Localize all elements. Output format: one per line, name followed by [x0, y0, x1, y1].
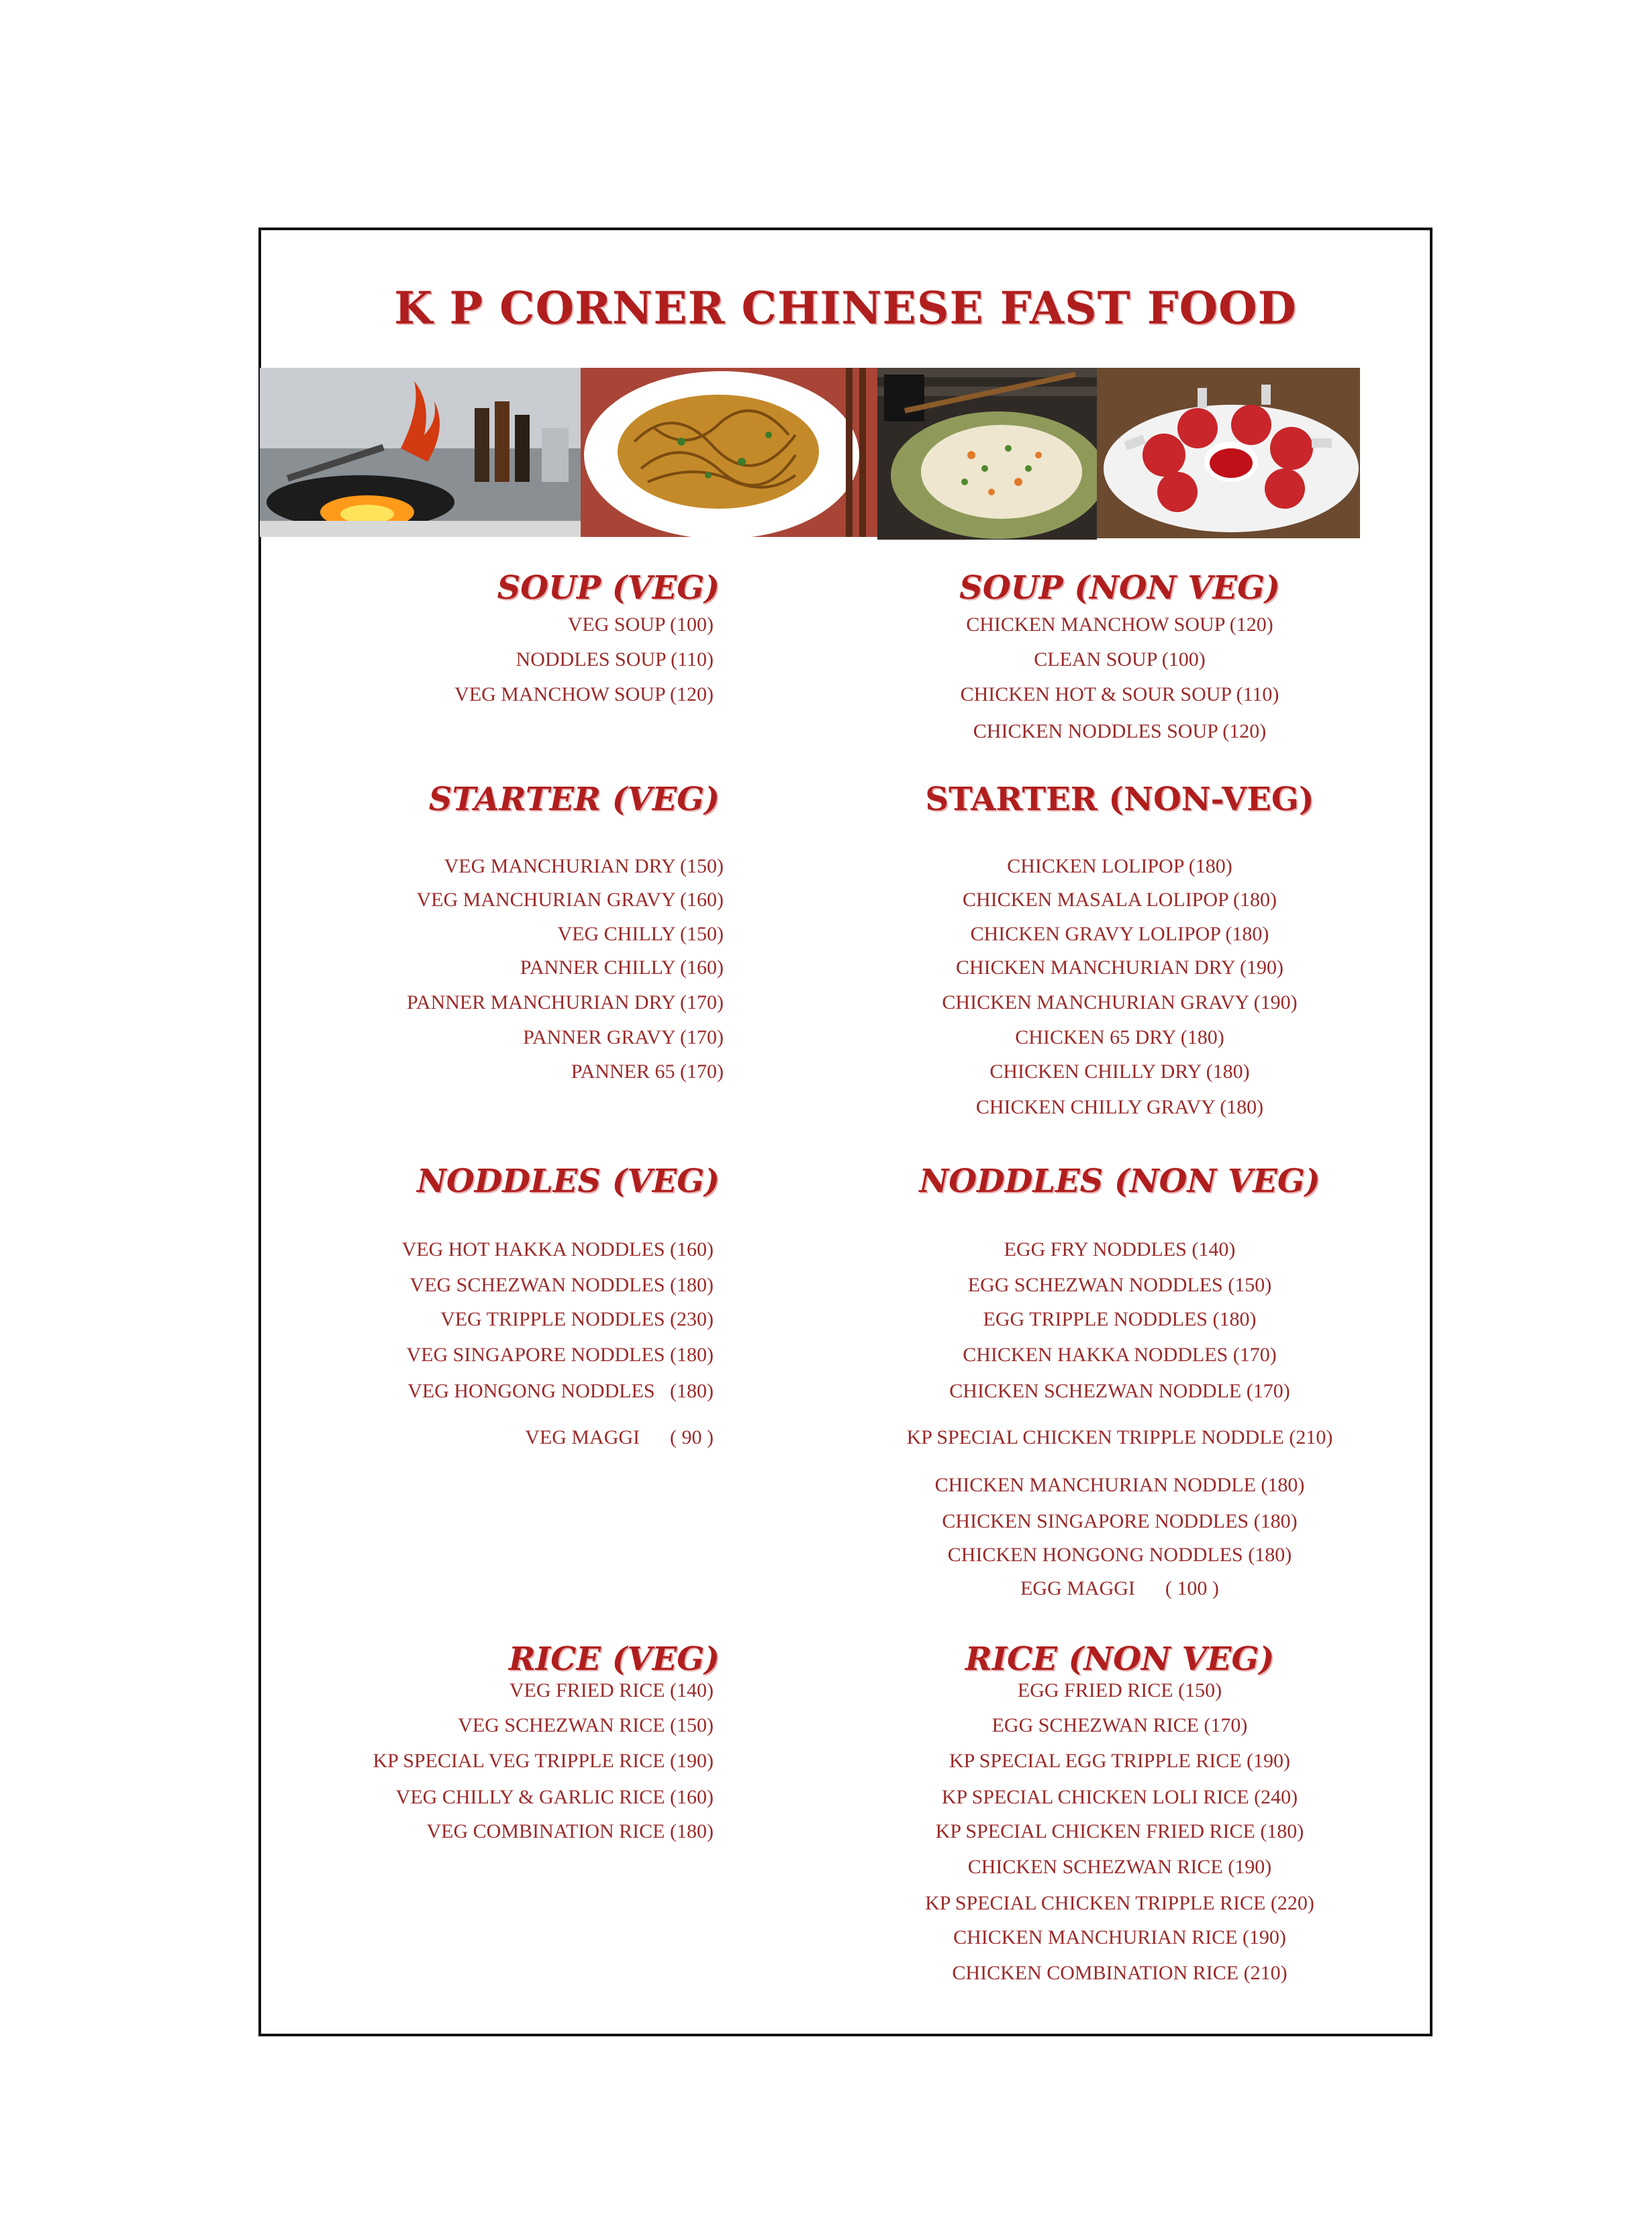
list-item: VEG COMBINATION RICE (180): [426, 1820, 714, 1842]
starter-nonveg-heading: STARTER (NON-VEG): [925, 781, 1314, 818]
list-item: VEG MAGGI ( 90 ): [525, 1426, 714, 1448]
list-item: VEG SCHEZWAN NODDLES (180): [409, 1274, 714, 1296]
list-item: CHICKEN MANCHURIAN NODDLE (180): [934, 1474, 1305, 1496]
starter-veg-heading: STARTER (VEG): [428, 781, 720, 818]
noddles-nonveg-heading: NODDLES (NON VEG): [919, 1162, 1320, 1200]
list-item: CHICKEN HAKKA NODDLES (170): [963, 1344, 1277, 1366]
list-item: EGG SCHEZWAN NODDLES (150): [967, 1274, 1272, 1296]
list-item: VEG TRIPPLE NODDLES (230): [440, 1308, 714, 1330]
soup-veg-heading: SOUP (VEG): [497, 569, 720, 607]
wok-flames-photo: [260, 368, 581, 537]
list-item: EGG FRIED RICE (150): [1017, 1679, 1222, 1701]
list-item: VEG HONGONG NODDLES (180): [407, 1380, 714, 1402]
menu-title: K P CORNER CHINESE FAST FOOD: [394, 282, 1297, 334]
list-item: CHICKEN CHILLY DRY (180): [989, 1060, 1250, 1083]
list-item: CHICKEN NODDLES SOUP (120): [973, 720, 1267, 742]
noodles-plate-photo: [581, 368, 877, 537]
list-item: KP SPECIAL CHICKEN LOLI RICE (240): [941, 1786, 1298, 1808]
list-item: VEG MANCHURIAN GRAVY (160): [416, 889, 724, 911]
list-item: VEG FRIED RICE (140): [509, 1679, 714, 1701]
chicken-lollipop-photo: [1097, 368, 1360, 538]
list-item: KP SPECIAL VEG TRIPPLE RICE (190): [373, 1750, 714, 1772]
rice-veg-heading: RICE (VEG): [508, 1640, 720, 1678]
list-item: KP SPECIAL EGG TRIPPLE RICE (190): [949, 1750, 1291, 1772]
list-item: CHICKEN COMBINATION RICE (210): [952, 1962, 1287, 1984]
list-item: KP SPECIAL CHICKEN TRIPPLE NODDLE (210): [906, 1426, 1333, 1448]
list-item: PANNER CHILLY (160): [520, 956, 724, 979]
list-item: VEG CHILLY & GARLIC RICE (160): [395, 1786, 714, 1808]
list-item: PANNER GRAVY (170): [523, 1026, 724, 1048]
list-item: EGG TRIPPLE NODDLES (180): [983, 1308, 1257, 1330]
list-item: KP SPECIAL CHICKEN TRIPPLE RICE (220): [925, 1892, 1314, 1914]
list-item: CHICKEN MANCHOW SOUP (120): [966, 613, 1273, 636]
list-item: CHICKEN HONGONG NODDLES (180): [947, 1544, 1292, 1566]
noddles-veg-heading: NODDLES (VEG): [417, 1162, 720, 1200]
list-item: EGG MAGGI ( 100 ): [1020, 1577, 1219, 1599]
list-item: KP SPECIAL CHICKEN FRIED RICE (180): [935, 1820, 1304, 1842]
rice-nonveg-heading: RICE (NON VEG): [965, 1640, 1275, 1678]
list-item: CHICKEN CHILLY GRAVY (180): [975, 1096, 1264, 1118]
list-item: EGG SCHEZWAN RICE (170): [991, 1714, 1248, 1736]
list-item: VEG MANCHURIAN DRY (150): [444, 855, 724, 877]
soup-nonveg-heading: SOUP (NON VEG): [959, 569, 1280, 607]
fried-rice-photo: [877, 368, 1097, 540]
list-item: CLEAN SOUP (100): [1034, 648, 1206, 671]
list-item: CHICKEN MANCHURIAN GRAVY (190): [942, 991, 1298, 1013]
list-item: CHICKEN MASALA LOLIPOP (180): [962, 889, 1277, 911]
list-item: CHICKEN MANCHURIAN RICE (190): [953, 1926, 1286, 1948]
list-item: VEG HOT HAKKA NODDLES (160): [401, 1238, 714, 1260]
list-item: NODDLES SOUP (110): [516, 648, 714, 671]
list-item: EGG FRY NODDLES (140): [1004, 1238, 1236, 1260]
list-item: CHICKEN MANCHURIAN DRY (190): [955, 956, 1284, 979]
list-item: VEG SINGAPORE NODDLES (180): [406, 1344, 714, 1366]
list-item: PANNER MANCHURIAN DRY (170): [407, 991, 724, 1013]
list-item: CHICKEN SINGAPORE NODDLES (180): [942, 1510, 1298, 1532]
list-item: CHICKEN SCHEZWAN RICE (190): [967, 1856, 1272, 1878]
list-item: VEG SOUP (100): [567, 613, 714, 636]
list-item: CHICKEN SCHEZWAN NODDLE (170): [949, 1380, 1290, 1402]
list-item: CHICKEN LOLIPOP (180): [1007, 855, 1232, 877]
list-item: CHICKEN 65 DRY (180): [1015, 1026, 1224, 1048]
list-item: CHICKEN GRAVY LOLIPOP (180): [970, 923, 1269, 945]
list-item: CHICKEN HOT & SOUR SOUP (110): [960, 683, 1279, 705]
list-item: VEG CHILLY (150): [557, 923, 724, 945]
list-item: VEG SCHEZWAN RICE (150): [458, 1714, 714, 1736]
list-item: VEG MANCHOW SOUP (120): [454, 683, 714, 705]
list-item: PANNER 65 (170): [571, 1060, 724, 1083]
